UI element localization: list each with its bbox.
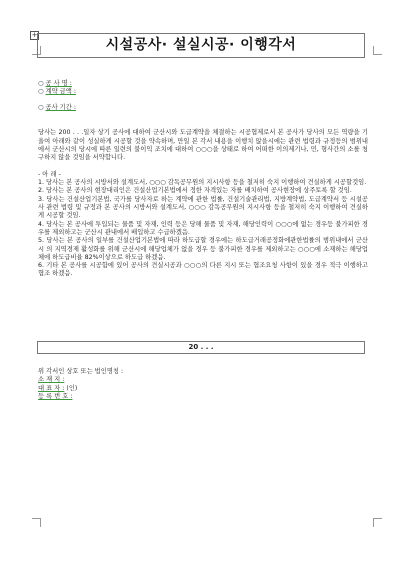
field-row-project-name (38, 80, 368, 88)
field-bullet: ○ (38, 87, 44, 95)
intro-paragraph: 당사는 200 . . .일자 상기 공사에 대하여 군산시와 도급계약을 체결하는 시공협제로서 본 공사가 당사의 모든 역량을 기울여 아래와 같이 성실하게 시공할 것을 약속하며, 만일 본 각서 내용을 이행치 않을시에는 관련 법령과 규정등의 범위내에서 군산시의 당시에 따른 일련의 불이익 조치에 대하여 ○○○을 상태로 하여 어떠한 이의제기나, 민, 형사간의 소를 청구하지 않을 것임을 서약합니다. (38, 129, 368, 162)
document-title: 시설공사· 설실시공· 이행각서 (105, 37, 297, 53)
list-item: 6. 기타 본 공사를 시공함에 있어 공사의 견실시공과 ○○○의 다른 지시 또는 협조요청 사항이 있을 경우 적극 이행하고 협조 하겠음. (38, 262, 368, 278)
document-body (38, 63, 368, 279)
date-text[interactable]: 20 . . . (188, 343, 214, 351)
blank-line (38, 163, 368, 171)
list-item: 2. 당사는 본 공사의 현장대리인은 건설산업기본법에서 정한 자격있는 자를 배치하여 공사현장에 상주토록 할 것임. (38, 187, 352, 195)
signature-label: 등 록 번 호 : (38, 392, 73, 400)
blank-line (38, 96, 368, 104)
field-label: 공사 기간 : (45, 104, 76, 112)
crop-mark-bottom-left (32, 518, 41, 527)
blank-line (38, 113, 368, 121)
crop-mark-top-right (373, 46, 382, 55)
field-row-construction-period (38, 104, 368, 112)
field-label: 공 사 명 : (45, 79, 72, 87)
date-box (37, 341, 365, 354)
signature-lead: 위 각서인 상호 또는 법인명칭 : (38, 368, 124, 375)
signature-label: 소 재 지 : (38, 376, 65, 384)
crop-mark-bottom-right (373, 518, 382, 527)
signature-label: 대 표 자 : (38, 384, 65, 392)
section-heading: - 아 래 - (38, 170, 61, 178)
field-label: 계약 금액 : (45, 87, 76, 95)
signature-row-address (38, 376, 368, 384)
list-item: 4. 당사는 본 공사에 투입되는 물품 및 자재, 인력 등은 당해 물품 및 자재, 해당인력이 ○○○에 없는 경우등 불가피한 경우를 제외하고는 군산시 관내에서 배입하고 수급하겠음. (38, 220, 368, 236)
seal-mark: (인) (66, 384, 78, 392)
field-bullet: ○ (38, 79, 44, 87)
field-row-contract-amount (38, 88, 368, 96)
list-item: 3. 당사는 건설산업기본법, 국가를 당사자로 하는 계약에 관한 법률, 건설기술관리법, 지방계약법, 도급계약서 등 시설공사 관련 법령 및 규정과 본 공사의 시방서와 설계도서, ○○○ 감독공무원의 지시사항 등을 철저히 숙지 이행하여 견실하게 시공할 것임. (38, 195, 368, 220)
list-item: 5. 당사는 본 공사의 일부를 건설산업기본법에 따라 하도급할 경우에는 하도급거래공정화에관한법률의 범위내에서 군산시 의 지역경제 활성화를 위해 군산시에 해당업체가 없을 경우 등 불가피한 경우를 제외하고는 ○○○에 소재하는 해당업체에 하도급비율 82%이상으로 하도급 하겠음. (38, 237, 368, 261)
document-title-box (37, 33, 365, 58)
signature-block (38, 368, 368, 401)
blank-line (38, 71, 368, 79)
list-item: 1. 당사는 본 공사의 시방서와 설계도서, ○○○ 감독공무원의 지시사항 등을 철저히 숙지 이행하여 견실하게 시공할것임. (38, 179, 367, 187)
field-bullet: ○ (38, 104, 44, 112)
blank-line (38, 63, 368, 71)
signature-row-representative (38, 385, 368, 393)
signature-row-registration (38, 393, 368, 401)
table-anchor-icon[interactable]: + (31, 31, 38, 39)
